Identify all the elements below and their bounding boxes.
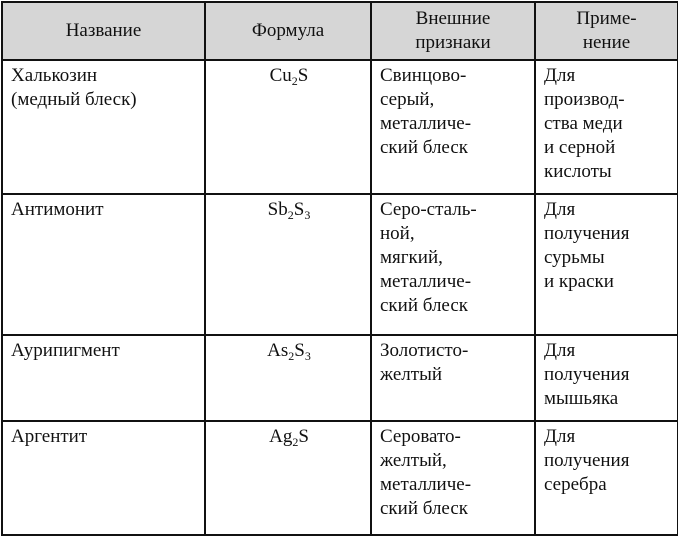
mineral-name-cell	[2, 194, 205, 335]
application-line: ства меди	[544, 113, 623, 134]
application-line: Для	[544, 65, 576, 86]
formula-cell	[205, 194, 371, 335]
appearance-line: ной,	[380, 223, 415, 244]
table-row	[2, 421, 678, 535]
header-name: Название	[2, 2, 205, 60]
formula-subscript-2: 3	[304, 208, 311, 222]
appearance-line: серый,	[380, 89, 435, 110]
appearance-line: Свинцово-	[380, 65, 467, 86]
application-line: Для	[544, 340, 576, 361]
header-application	[535, 2, 678, 60]
header-appearance-line-2: признаки	[415, 32, 491, 53]
formula-cell	[205, 60, 371, 194]
formula-element-2: S	[297, 65, 309, 86]
table-row	[2, 335, 678, 421]
application-line: Для	[544, 426, 576, 447]
application-line: Для	[544, 199, 576, 220]
formula-subscript-2: 3	[304, 349, 311, 363]
appearance-line: Серо-сталь-	[380, 199, 477, 220]
application-line: серебра	[544, 474, 607, 495]
header-formula: Формула	[205, 2, 371, 60]
header-application-line-2: нение	[582, 32, 631, 53]
mineral-name: Аурипигмент	[11, 340, 120, 361]
formula-element-1: Sb	[267, 199, 288, 220]
formula-element-2: S	[298, 426, 309, 447]
appearance-line: Серовато-	[380, 426, 461, 447]
application-cell	[535, 194, 678, 335]
appearance-line: мягкий,	[380, 247, 443, 268]
application-line: сурьмы	[544, 247, 605, 268]
table-header-row	[2, 2, 678, 60]
appearance-line: ский блеск	[380, 295, 468, 316]
formula-element-1: As	[267, 340, 289, 361]
appearance-cell	[371, 194, 535, 335]
application-line: получения	[544, 450, 630, 471]
formula-element-1: Ag	[269, 426, 293, 447]
appearance-line: ский блеск	[380, 137, 468, 158]
minerals-table	[1, 1, 678, 536]
formula-element-1: Cu	[269, 65, 292, 86]
appearance-cell	[371, 335, 535, 421]
formula-element-2: S	[293, 199, 305, 220]
appearance-line: Золотисто-	[380, 340, 469, 361]
mineral-name-cell	[2, 335, 205, 421]
application-line: и краски	[544, 271, 614, 292]
appearance-line: желтый	[380, 364, 443, 385]
appearance-line: металличе-	[380, 474, 472, 495]
formula-subscript-1: 2	[287, 208, 294, 222]
application-line: мышьяка	[544, 388, 619, 409]
application-cell	[535, 335, 678, 421]
formula-subscript-1: 2	[291, 74, 298, 88]
application-line: производ-	[544, 89, 625, 110]
mineral-name-cell	[2, 60, 205, 194]
formula-subscript-1: 2	[292, 435, 299, 449]
header-appearance-line-1: Внешние	[415, 8, 491, 29]
application-line: получения	[544, 364, 630, 385]
mineral-name: Антимонит	[11, 199, 104, 220]
table-row	[2, 60, 678, 194]
appearance-cell	[371, 60, 535, 194]
mineral-name-cell	[2, 421, 205, 535]
application-cell	[535, 421, 678, 535]
mineral-name: Аргентит	[11, 426, 88, 447]
table-row	[2, 194, 678, 335]
appearance-line: ский блеск	[380, 498, 468, 519]
application-line: получения	[544, 223, 630, 244]
header-appearance	[371, 2, 535, 60]
formula-subscript-1: 2	[288, 349, 295, 363]
application-line: и серной	[544, 137, 616, 158]
formula-cell	[205, 421, 371, 535]
mineral-name: Халькозин	[11, 65, 98, 86]
appearance-line: металличе-	[380, 271, 472, 292]
application-line: кислоты	[544, 161, 612, 182]
application-cell	[535, 60, 678, 194]
mineral-name-note: (медный блеск)	[11, 89, 137, 110]
appearance-line: металличе-	[380, 113, 472, 134]
header-application-line-1: Приме-	[576, 8, 637, 29]
formula-cell	[205, 335, 371, 421]
appearance-line: желтый,	[380, 450, 447, 471]
formula-element-2: S	[294, 340, 305, 361]
appearance-cell	[371, 421, 535, 535]
